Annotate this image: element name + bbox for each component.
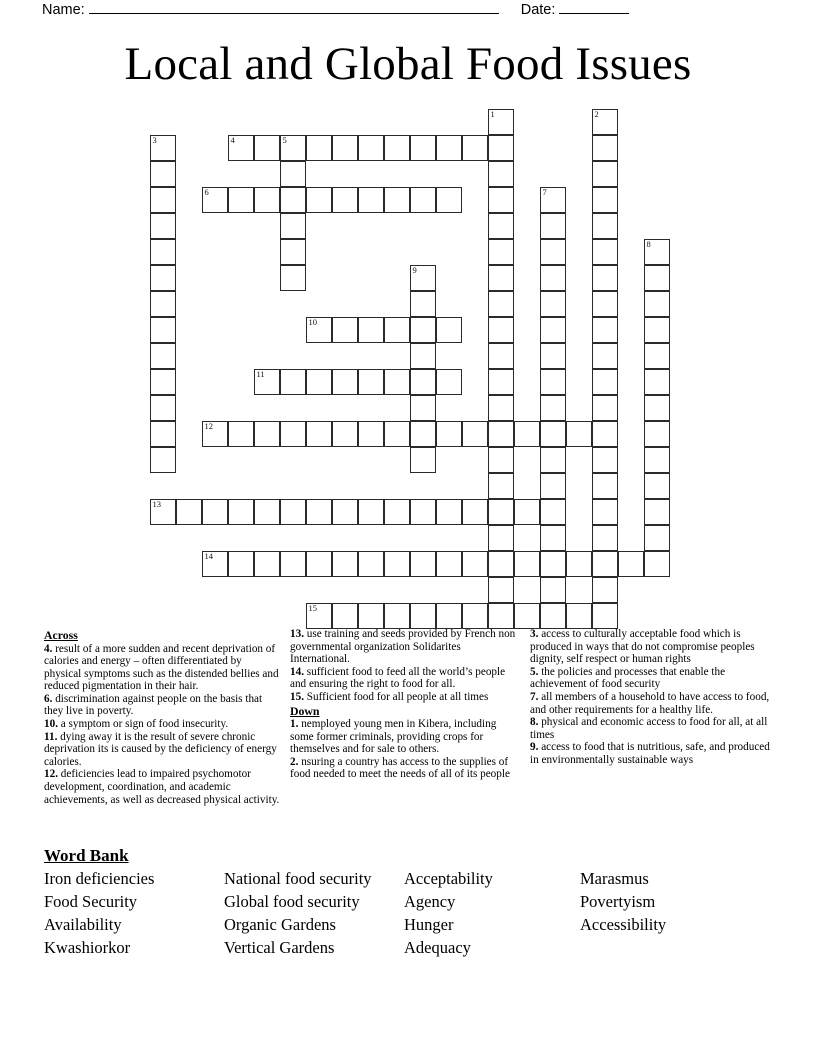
crossword-cell[interactable] xyxy=(202,551,228,577)
clue-number: 3. xyxy=(530,628,542,640)
crossword-cell[interactable] xyxy=(150,421,176,447)
crossword-cell[interactable] xyxy=(488,525,514,551)
crossword-cell[interactable] xyxy=(410,317,436,343)
crossword-cell[interactable] xyxy=(488,551,514,577)
clues-column-1 xyxy=(44,628,290,828)
clue-number: 13. xyxy=(290,628,307,640)
word-bank-item[interactable]: Kwashiorkor xyxy=(44,938,131,957)
crossword-cell[interactable] xyxy=(280,187,306,213)
down-heading: Down xyxy=(290,703,320,718)
crossword-cell[interactable] xyxy=(514,603,540,629)
name-label: Name: xyxy=(42,2,85,18)
crossword-cell[interactable] xyxy=(462,551,488,577)
crossword-cell[interactable] xyxy=(410,603,436,629)
crossword-cell[interactable] xyxy=(644,369,670,395)
crossword-cell[interactable] xyxy=(150,213,176,239)
crossword-cell[interactable] xyxy=(644,343,670,369)
word-bank-item[interactable]: Organic Gardens xyxy=(224,915,336,934)
crossword-cell[interactable] xyxy=(592,135,618,161)
crossword-cell[interactable] xyxy=(462,135,488,161)
cell-number-12: 12 xyxy=(204,420,213,431)
cell-number-15: 15 xyxy=(308,602,317,613)
crossword-cell[interactable] xyxy=(540,239,566,265)
clue-item xyxy=(290,718,520,756)
crossword-cell[interactable] xyxy=(592,291,618,317)
word-bank-spacer xyxy=(580,936,774,959)
cell-number-9: 9 xyxy=(412,264,417,275)
crossword-cell[interactable] xyxy=(358,499,384,525)
word-bank-item[interactable]: Global food security xyxy=(224,892,360,911)
clue-number: 15. xyxy=(290,690,307,703)
clue-number: 9. xyxy=(530,741,542,754)
crossword-cell[interactable] xyxy=(488,473,514,499)
clue-text: nemployed young men in Kibera, including some former criminals, providing crops for themselves and for sale to others. xyxy=(290,718,497,756)
crossword-cell[interactable] xyxy=(540,577,566,603)
word-bank-item[interactable]: Iron deficiencies xyxy=(44,869,155,888)
crossword-cell[interactable] xyxy=(358,421,384,447)
clue-text: access to culturally acceptable food which is produced in ways that do not compromise peoples dignity, self respect or human rights xyxy=(530,628,755,666)
crossword-cell[interactable] xyxy=(384,369,410,395)
crossword-cell[interactable] xyxy=(592,577,618,603)
crossword-cell[interactable] xyxy=(280,213,306,239)
crossword-cell[interactable] xyxy=(540,369,566,395)
crossword-cell[interactable] xyxy=(592,161,618,187)
crossword-cell[interactable] xyxy=(150,239,176,265)
crossword-cell[interactable] xyxy=(254,499,280,525)
crossword-cell[interactable] xyxy=(254,135,280,161)
clues-column-2 xyxy=(290,628,530,828)
crossword-cell[interactable] xyxy=(358,369,384,395)
cell-number-7: 7 xyxy=(542,186,547,197)
clue-number: 12. xyxy=(44,768,61,781)
crossword-cell[interactable] xyxy=(540,343,566,369)
crossword-cell[interactable] xyxy=(514,421,540,447)
cell-number-14: 14 xyxy=(204,550,213,561)
crossword-cell[interactable] xyxy=(254,421,280,447)
crossword-cell[interactable] xyxy=(202,499,228,525)
crossword-cell[interactable] xyxy=(358,551,384,577)
crossword-cell[interactable] xyxy=(644,317,670,343)
crossword-cell[interactable] xyxy=(436,135,462,161)
crossword-cell[interactable] xyxy=(436,187,462,213)
clue-text: use training and seeds provided by French non governmental organization Solidarites International. xyxy=(290,628,516,666)
crossword-cell[interactable] xyxy=(540,499,566,525)
crossword-cell[interactable] xyxy=(644,291,670,317)
cell-number-8: 8 xyxy=(646,238,651,249)
cell-number-4: 4 xyxy=(230,134,235,145)
crossword-cell[interactable] xyxy=(540,421,566,447)
crossword-cell[interactable] xyxy=(410,499,436,525)
crossword-cell[interactable] xyxy=(592,369,618,395)
crossword-cell[interactable] xyxy=(592,343,618,369)
clue-item xyxy=(530,716,772,741)
crossword-cell[interactable] xyxy=(410,369,436,395)
crossword-cell[interactable] xyxy=(592,551,618,577)
crossword-cell[interactable] xyxy=(280,265,306,291)
word-bank-item[interactable]: National food security xyxy=(224,869,372,888)
crossword-cell[interactable] xyxy=(384,135,410,161)
crossword-cell[interactable] xyxy=(384,603,410,629)
crossword-cell[interactable] xyxy=(306,499,332,525)
clue-item xyxy=(44,643,280,693)
clue-text: discrimination against people on the basis that they live in poverty. xyxy=(44,692,263,718)
crossword-cell[interactable] xyxy=(566,551,592,577)
crossword-cell[interactable] xyxy=(436,317,462,343)
clue-item xyxy=(290,691,520,704)
crossword-cell[interactable] xyxy=(592,473,618,499)
crossword-cell[interactable] xyxy=(254,551,280,577)
word-bank-title: Word Bank xyxy=(44,846,129,865)
word-bank-item[interactable]: Accessibility xyxy=(580,915,667,934)
word-bank-list xyxy=(44,867,774,959)
crossword-cell[interactable] xyxy=(592,187,618,213)
clue-item xyxy=(530,666,772,691)
crossword-cell[interactable] xyxy=(410,551,436,577)
crossword-cell[interactable] xyxy=(332,421,358,447)
crossword-cell[interactable] xyxy=(488,447,514,473)
word-bank-item[interactable]: Vertical Gardens xyxy=(224,938,335,957)
crossword-cell[interactable] xyxy=(176,499,202,525)
crossword-cell[interactable] xyxy=(488,239,514,265)
crossword-cell[interactable] xyxy=(540,473,566,499)
crossword-cell[interactable] xyxy=(150,291,176,317)
crossword-cell[interactable] xyxy=(462,499,488,525)
crossword-cell[interactable] xyxy=(540,265,566,291)
crossword-cell[interactable] xyxy=(488,369,514,395)
crossword-cell[interactable] xyxy=(306,369,332,395)
crossword-cell[interactable] xyxy=(306,421,332,447)
crossword-cell[interactable] xyxy=(436,421,462,447)
clue-number: 11. xyxy=(44,730,61,743)
crossword-cell[interactable] xyxy=(384,499,410,525)
clue-text: the policies and processes that enable the achievement of food security xyxy=(530,665,726,691)
crossword-cell[interactable] xyxy=(254,187,280,213)
page-title: Local and Global Food Issues xyxy=(124,38,692,90)
crossword-cell[interactable] xyxy=(228,551,254,577)
crossword-cell[interactable] xyxy=(280,135,306,161)
crossword-cell[interactable] xyxy=(540,551,566,577)
clue-number: 6. xyxy=(44,692,56,705)
across-heading: Across xyxy=(44,628,78,642)
crossword-cell[interactable] xyxy=(228,135,254,161)
crossword-cell[interactable] xyxy=(254,369,280,395)
clue-item xyxy=(530,691,772,716)
crossword-cell[interactable] xyxy=(202,187,228,213)
clue-number: 14. xyxy=(290,665,307,678)
crossword-cell[interactable] xyxy=(280,499,306,525)
crossword-cell[interactable] xyxy=(488,109,514,135)
crossword-cell[interactable] xyxy=(332,187,358,213)
crossword-cell[interactable] xyxy=(514,551,540,577)
crossword-cell[interactable] xyxy=(410,291,436,317)
crossword-cell[interactable] xyxy=(488,499,514,525)
crossword-cell[interactable] xyxy=(566,421,592,447)
crossword-cell[interactable] xyxy=(306,551,332,577)
crossword-cell[interactable] xyxy=(644,447,670,473)
crossword-cell[interactable] xyxy=(488,265,514,291)
crossword-cell[interactable] xyxy=(410,447,436,473)
crossword-cell[interactable] xyxy=(592,447,618,473)
crossword-cell[interactable] xyxy=(150,317,176,343)
crossword-cell[interactable] xyxy=(150,343,176,369)
crossword-cell[interactable] xyxy=(488,395,514,421)
clue-item xyxy=(44,768,280,806)
crossword-cell[interactable] xyxy=(488,135,514,161)
crossword-cell[interactable] xyxy=(592,499,618,525)
crossword-cell[interactable] xyxy=(410,395,436,421)
word-bank-item[interactable]: Food Security xyxy=(44,892,138,911)
clue-text: sufficient food to feed all the world’s people and ensuring the right to food for all. xyxy=(290,665,506,691)
crossword-cell[interactable] xyxy=(332,369,358,395)
crossword-cell[interactable] xyxy=(488,213,514,239)
cell-number-3: 3 xyxy=(152,134,157,145)
clue-text: result of a more sudden and recent deprivation of calories and energy – often differentiated by physical symptoms such as the distended bellies and reduced pigmentation in their hair. xyxy=(44,642,279,693)
crossword-cell[interactable] xyxy=(150,265,176,291)
crossword-cell[interactable] xyxy=(306,317,332,343)
clue-item xyxy=(530,741,772,766)
crossword-cell[interactable] xyxy=(462,421,488,447)
crossword-cell[interactable] xyxy=(592,603,618,629)
cell-number-5: 5 xyxy=(282,134,287,145)
crossword-cell[interactable] xyxy=(436,603,462,629)
crossword-cell[interactable] xyxy=(228,499,254,525)
crossword-cell[interactable] xyxy=(410,265,436,291)
crossword-cell[interactable] xyxy=(150,187,176,213)
crossword-cell[interactable] xyxy=(436,499,462,525)
crossword-cell[interactable] xyxy=(644,551,670,577)
crossword-cell[interactable] xyxy=(488,161,514,187)
name-date-row xyxy=(0,0,816,26)
crossword-cell[interactable] xyxy=(280,369,306,395)
clue-text: nsuring a country has access to the supplies of food needed to meet the needs of all of its people xyxy=(290,755,510,781)
word-bank-item[interactable]: Adequacy xyxy=(404,938,471,957)
crossword-cell[interactable] xyxy=(280,551,306,577)
word-bank-item[interactable]: Agency xyxy=(404,892,456,911)
clue-number: 5. xyxy=(530,665,542,678)
crossword-cell[interactable] xyxy=(332,135,358,161)
clue-item xyxy=(290,666,520,691)
crossword-cell[interactable] xyxy=(228,187,254,213)
crossword-cell[interactable] xyxy=(384,551,410,577)
crossword-cell[interactable] xyxy=(436,551,462,577)
crossword-cell[interactable] xyxy=(332,603,358,629)
crossword-cell[interactable] xyxy=(488,577,514,603)
crossword-grid[interactable] xyxy=(150,109,680,629)
crossword-cell[interactable] xyxy=(150,395,176,421)
crossword-cell[interactable] xyxy=(358,317,384,343)
crossword-cell[interactable] xyxy=(592,213,618,239)
crossword-cell[interactable] xyxy=(150,161,176,187)
clue-text: all members of a household to have access to food, and other requirements for a healthy life. xyxy=(530,690,770,716)
cell-number-10: 10 xyxy=(308,316,317,327)
crossword-cell[interactable] xyxy=(358,603,384,629)
crossword-cell[interactable] xyxy=(644,265,670,291)
crossword-cell[interactable] xyxy=(332,499,358,525)
crossword-cell[interactable] xyxy=(436,369,462,395)
name-write-line[interactable] xyxy=(89,0,499,14)
crossword-cell[interactable] xyxy=(150,369,176,395)
crossword-cell[interactable] xyxy=(384,421,410,447)
crossword-cell[interactable] xyxy=(228,421,254,447)
crossword-cell[interactable] xyxy=(488,421,514,447)
cell-number-6: 6 xyxy=(204,186,209,197)
crossword-cell[interactable] xyxy=(332,317,358,343)
crossword-cell[interactable] xyxy=(540,525,566,551)
clue-item xyxy=(530,628,772,666)
crossword-cell[interactable] xyxy=(410,421,436,447)
clue-number: 2. xyxy=(290,755,302,768)
crossword-cell[interactable] xyxy=(592,265,618,291)
crossword-cell[interactable] xyxy=(540,447,566,473)
crossword-cell[interactable] xyxy=(332,551,358,577)
clue-number: 10. xyxy=(44,718,61,731)
word-bank-section xyxy=(44,845,774,959)
cell-number-13: 13 xyxy=(152,498,161,509)
crossword-cell[interactable] xyxy=(592,421,618,447)
crossword-cell[interactable] xyxy=(488,603,514,629)
crossword-cell[interactable] xyxy=(150,135,176,161)
crossword-cell[interactable] xyxy=(540,291,566,317)
crossword-cell[interactable] xyxy=(358,187,384,213)
clue-item xyxy=(44,718,280,731)
clue-text: deficiencies lead to impaired psychomotor development, coordination, and academic achievements, as well as decreased physical activity. xyxy=(44,768,280,806)
clue-number: 4. xyxy=(44,642,56,655)
clues-section xyxy=(44,628,772,828)
crossword-cell[interactable] xyxy=(592,109,618,135)
crossword-cell[interactable] xyxy=(540,213,566,239)
crossword-cell[interactable] xyxy=(618,551,644,577)
clue-text: physical and economic access to food for all, at all times xyxy=(530,716,768,741)
clue-text: a symptom or sign of food insecurity. xyxy=(60,718,229,731)
word-bank-item[interactable]: Povertyism xyxy=(580,892,656,911)
crossword-cell[interactable] xyxy=(410,187,436,213)
crossword-cell[interactable] xyxy=(462,603,488,629)
clue-item xyxy=(290,628,520,666)
crossword-cell[interactable] xyxy=(488,343,514,369)
crossword-cell[interactable] xyxy=(306,187,332,213)
word-bank-item[interactable]: Availability xyxy=(44,915,122,934)
crossword-cell[interactable] xyxy=(566,603,592,629)
crossword-cell[interactable] xyxy=(592,395,618,421)
crossword-cell[interactable] xyxy=(644,421,670,447)
clue-item xyxy=(290,756,520,781)
word-bank-item[interactable]: Marasmus xyxy=(580,869,649,888)
crossword-cell[interactable] xyxy=(150,499,176,525)
crossword-cell[interactable] xyxy=(592,317,618,343)
clue-text: dying away it is the result of severe chronic deprivation its is caused by the deficiency of energy calories. xyxy=(44,730,277,768)
crossword-cell[interactable] xyxy=(488,317,514,343)
crossword-cell[interactable] xyxy=(280,161,306,187)
crossword-cell[interactable] xyxy=(488,187,514,213)
crossword-cell[interactable] xyxy=(592,239,618,265)
crossword-cell[interactable] xyxy=(644,473,670,499)
crossword-cell[interactable] xyxy=(202,421,228,447)
crossword-cell[interactable] xyxy=(540,603,566,629)
clues-column-3 xyxy=(530,628,772,828)
crossword-cell[interactable] xyxy=(488,291,514,317)
crossword-cell[interactable] xyxy=(540,395,566,421)
crossword-cell[interactable] xyxy=(592,525,618,551)
word-bank-item[interactable]: Hunger xyxy=(404,915,454,934)
crossword-cell[interactable] xyxy=(514,499,540,525)
crossword-cell[interactable] xyxy=(384,317,410,343)
crossword-cell[interactable] xyxy=(644,499,670,525)
cell-number-1: 1 xyxy=(490,108,495,119)
crossword-cell[interactable] xyxy=(540,317,566,343)
crossword-cell[interactable] xyxy=(306,135,332,161)
clue-item xyxy=(44,693,280,718)
crossword-cell[interactable] xyxy=(306,603,332,629)
clue-item xyxy=(44,731,280,769)
crossword-cell[interactable] xyxy=(358,135,384,161)
crossword-cell[interactable] xyxy=(280,239,306,265)
crossword-cell[interactable] xyxy=(410,135,436,161)
crossword-cell[interactable] xyxy=(644,395,670,421)
clue-text: access to food that is nutritious, safe, and produced in environmentally sustainable ways xyxy=(530,741,770,766)
clue-number: 1. xyxy=(290,718,302,731)
word-bank-item[interactable]: Acceptability xyxy=(404,869,493,888)
crossword-cell[interactable] xyxy=(644,525,670,551)
crossword-cell[interactable] xyxy=(280,421,306,447)
cell-number-2: 2 xyxy=(594,108,599,119)
date-write-line[interactable] xyxy=(559,0,629,14)
crossword-cell[interactable] xyxy=(410,343,436,369)
crossword-cell[interactable] xyxy=(384,187,410,213)
date-label: Date: xyxy=(520,2,556,18)
cell-number-11: 11 xyxy=(256,368,265,379)
crossword-cell[interactable] xyxy=(150,447,176,473)
crossword-cell[interactable] xyxy=(644,239,670,265)
clue-number: 8. xyxy=(530,716,542,729)
crossword-cell[interactable] xyxy=(540,187,566,213)
clue-number: 7. xyxy=(530,690,542,703)
clue-text: Sufficient food for all people at all times xyxy=(306,690,489,703)
